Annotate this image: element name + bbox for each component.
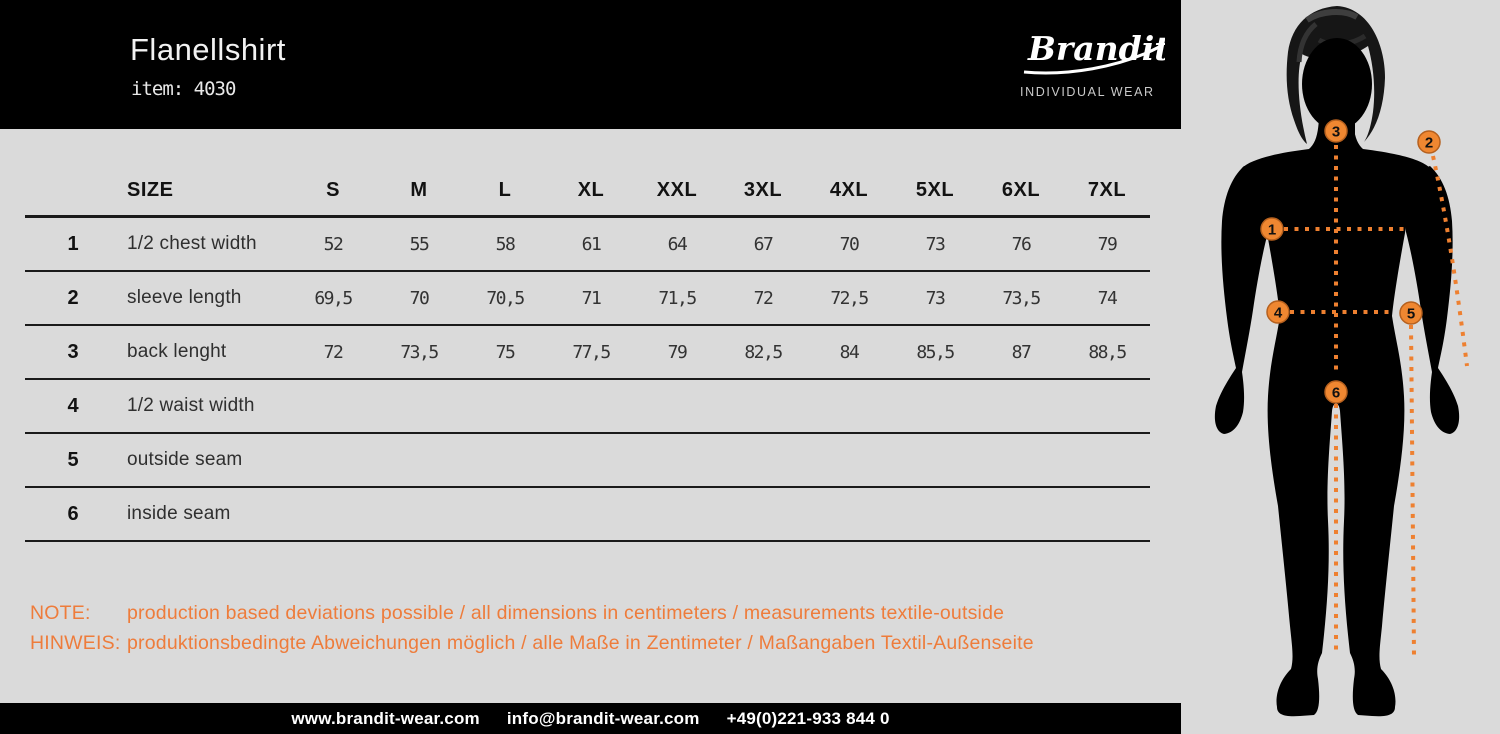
size-value-cell: 70,5 [486, 287, 524, 309]
table-row [25, 218, 1150, 272]
svg-text:6: 6 [1331, 384, 1341, 402]
size-value-cell: 75 [495, 341, 515, 363]
size-value-cell: 72 [753, 287, 773, 309]
col-header: 6XL [1001, 178, 1041, 201]
size-value-cell: 72 [323, 341, 343, 363]
figure-left-arm [1215, 166, 1269, 434]
size-value-cell: 58 [495, 233, 515, 255]
note-label: NOTE: [30, 601, 91, 624]
row-label: sleeve length [127, 287, 242, 308]
size-value-cell: 79 [667, 341, 687, 363]
svg-text:2: 2 [1424, 134, 1434, 152]
col-header: XXL [656, 178, 698, 201]
header-bar [0, 0, 1181, 129]
col-header: 4XL [829, 178, 869, 201]
col-header: 3XL [743, 178, 783, 201]
note-text: production based deviations possible / all dimensions in centimeters / measurements textile-outside [127, 601, 1005, 624]
size-value-cell: 76 [1011, 233, 1031, 255]
svg-text:5: 5 [1406, 305, 1416, 323]
table-row [25, 380, 1150, 434]
row-number: 4 [67, 394, 79, 417]
marker-2 [1418, 131, 1440, 153]
table-row [25, 488, 1150, 542]
marker-5 [1400, 302, 1422, 324]
size-value-cell: 73,5 [1002, 287, 1040, 309]
hinweis-text: produktionsbedingte Abweichungen möglich / alle Maße in Zentimeter / Maßangaben Textil-Außenseite [127, 631, 1034, 654]
row-label: inside seam [127, 503, 231, 524]
size-value-cell: 72,5 [830, 287, 868, 309]
table-header-row [25, 165, 1150, 218]
table-row [25, 272, 1150, 326]
size-value-cell: 77,5 [572, 341, 610, 363]
svg-text:3: 3 [1331, 123, 1341, 141]
table-row [25, 326, 1150, 380]
size-value-cell: 87 [1011, 341, 1031, 363]
marker-4 [1267, 301, 1289, 323]
col-header: S [326, 178, 340, 201]
notes-block [30, 598, 1150, 658]
outside-seam-line [1411, 325, 1414, 656]
size-value-cell: 73 [925, 287, 945, 309]
note-row-en [30, 598, 1150, 628]
footer-bar [0, 703, 1181, 734]
size-value-cell: 71 [581, 287, 601, 309]
brandit-logo-script [1020, 26, 1165, 78]
size-value-cell: 73 [925, 233, 945, 255]
row-label: outside seam [127, 449, 243, 470]
row-number: 5 [67, 448, 79, 471]
size-value-cell: 74 [1097, 287, 1117, 309]
row-label: 1/2 chest width [127, 233, 257, 254]
svg-text:4: 4 [1273, 304, 1283, 322]
row-number: 3 [67, 340, 79, 363]
size-value-cell: 55 [409, 233, 429, 255]
marker-1 [1261, 218, 1283, 240]
size-value-cell: 79 [1097, 233, 1117, 255]
size-value-cell: 52 [323, 233, 343, 255]
size-value-cell: 73,5 [400, 341, 438, 363]
size-value-cell: 61 [581, 233, 601, 255]
size-value-cell: 84 [839, 341, 859, 363]
size-table [25, 165, 1150, 542]
row-number: 2 [67, 286, 79, 309]
col-header: XL [577, 178, 605, 201]
size-value-cell: 82,5 [744, 341, 782, 363]
table-row [25, 434, 1150, 488]
size-value-cell: 70 [409, 287, 429, 309]
page-title: Flanellshirt [130, 32, 286, 67]
svg-text:1: 1 [1267, 221, 1277, 239]
brandit-logo-text: Brandit [1028, 29, 1165, 68]
row-number: 6 [67, 502, 79, 525]
marker-6 [1325, 381, 1347, 403]
marker-3 [1325, 120, 1347, 142]
size-value-cell: 67 [753, 233, 773, 255]
col-header: L [498, 178, 512, 201]
footer-website: www.brandit-wear.com [291, 708, 480, 728]
col-header: 5XL [915, 178, 955, 201]
item-number: item: 4030 [131, 78, 236, 100]
col-header: M [410, 178, 428, 201]
col-header: 7XL [1087, 178, 1127, 201]
size-value-cell: 88,5 [1088, 341, 1126, 363]
footer-phone: +49(0)221-933 844 0 [726, 708, 890, 728]
row-label: back lenght [127, 341, 227, 362]
brandit-logo [1020, 26, 1165, 99]
figure-right-arm [1405, 166, 1459, 434]
footer-email: info@brandit-wear.com [506, 708, 700, 728]
row-label: 1/2 waist width [127, 395, 255, 416]
brand-tagline: INDIVIDUAL WEAR [1020, 85, 1155, 99]
size-value-cell: 85,5 [916, 341, 954, 363]
size-value-cell: 69,5 [314, 287, 352, 309]
size-value-cell: 71,5 [658, 287, 696, 309]
measurement-figure [1181, 0, 1500, 734]
col-header: SIZE [127, 178, 174, 201]
size-value-cell: 64 [667, 233, 687, 255]
note-row-de [30, 628, 1150, 658]
size-value-cell: 70 [839, 233, 859, 255]
hinweis-label: HINWEIS: [30, 631, 121, 654]
row-number: 1 [67, 232, 79, 255]
